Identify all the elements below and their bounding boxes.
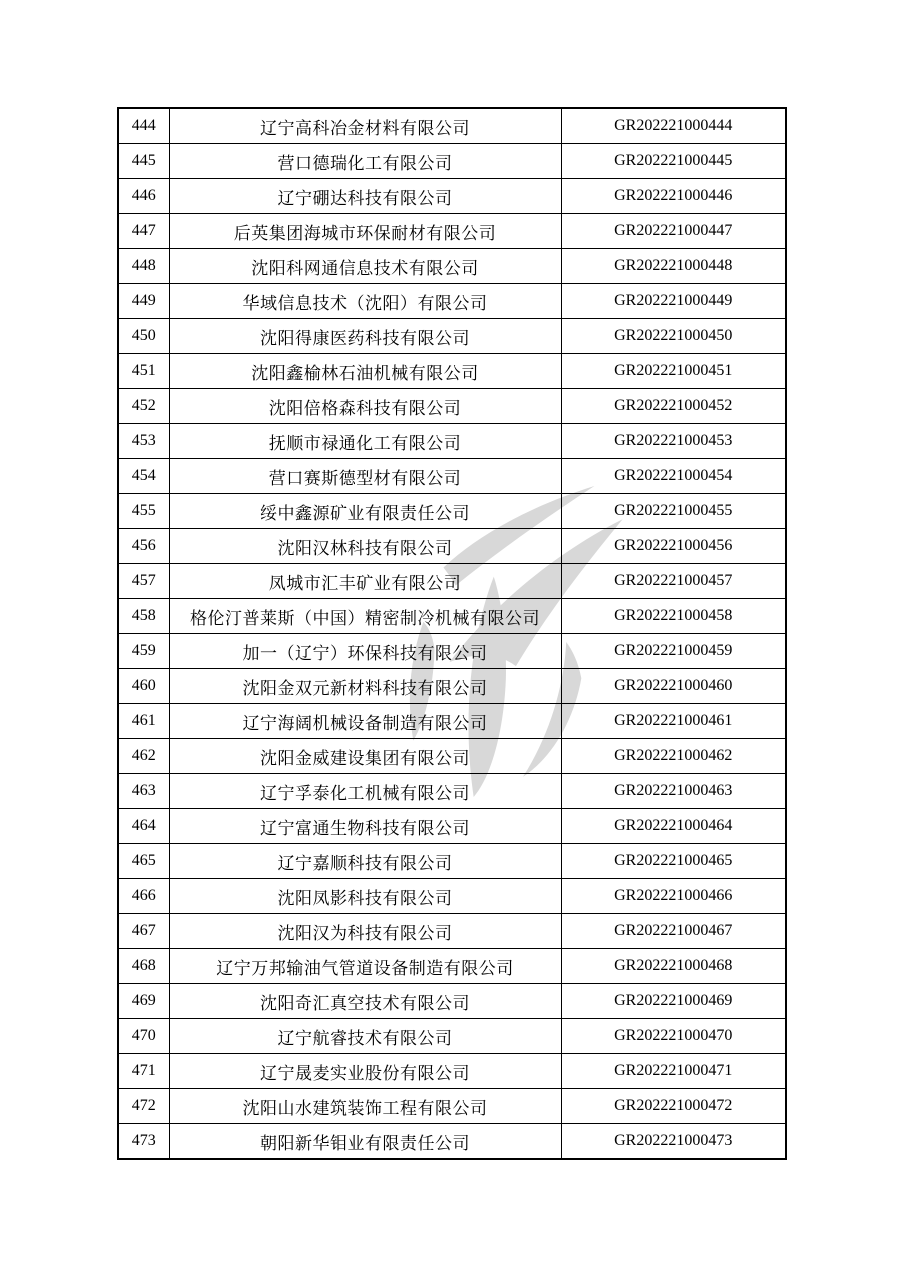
gr-code: GR202221000468: [561, 949, 786, 984]
row-number: 455: [118, 494, 169, 529]
table-row: [118, 809, 786, 844]
table-row: [118, 1019, 786, 1054]
company-name: 沈阳金威建设集团有限公司: [169, 739, 561, 774]
row-number: 470: [118, 1019, 169, 1054]
row-number: 461: [118, 704, 169, 739]
row-number: 462: [118, 739, 169, 774]
company-name: 辽宁海阔机械设备制造有限公司: [169, 704, 561, 739]
table-row: [118, 949, 786, 984]
table-row: [118, 1054, 786, 1089]
table-row: [118, 914, 786, 949]
gr-code: GR202221000453: [561, 424, 786, 459]
table-row: [118, 319, 786, 354]
row-number: 444: [118, 108, 169, 144]
table-row: [118, 984, 786, 1019]
gr-code: GR202221000470: [561, 1019, 786, 1054]
table-row: [118, 669, 786, 704]
company-name: 沈阳倍格森科技有限公司: [169, 389, 561, 424]
gr-code: GR202221000473: [561, 1124, 786, 1160]
row-number: 452: [118, 389, 169, 424]
company-name: 后英集团海城市环保耐材有限公司: [169, 214, 561, 249]
company-name: 辽宁高科冶金材料有限公司: [169, 108, 561, 144]
table-row: [118, 459, 786, 494]
company-name: 辽宁晟麦实业股份有限公司: [169, 1054, 561, 1089]
table-row: [118, 844, 786, 879]
company-name: 沈阳科网通信息技术有限公司: [169, 249, 561, 284]
company-name: 辽宁航睿技术有限公司: [169, 1019, 561, 1054]
table-body: [118, 108, 786, 1159]
company-name: 营口赛斯德型材有限公司: [169, 459, 561, 494]
company-name: 华域信息技术（沈阳）有限公司: [169, 284, 561, 319]
company-name: 沈阳凤影科技有限公司: [169, 879, 561, 914]
gr-code: GR202221000446: [561, 179, 786, 214]
company-name: 沈阳山水建筑装饰工程有限公司: [169, 1089, 561, 1124]
row-number: 454: [118, 459, 169, 494]
company-name: 辽宁嘉顺科技有限公司: [169, 844, 561, 879]
table-row: [118, 249, 786, 284]
gr-code: GR202221000465: [561, 844, 786, 879]
row-number: 453: [118, 424, 169, 459]
table-row: [118, 739, 786, 774]
table-row: [118, 144, 786, 179]
company-name: 沈阳汉林科技有限公司: [169, 529, 561, 564]
table-row: [118, 774, 786, 809]
gr-code: GR202221000450: [561, 319, 786, 354]
gr-code: GR202221000455: [561, 494, 786, 529]
gr-code: GR202221000458: [561, 599, 786, 634]
gr-code: GR202221000471: [561, 1054, 786, 1089]
row-number: 467: [118, 914, 169, 949]
row-number: 456: [118, 529, 169, 564]
row-number: 448: [118, 249, 169, 284]
gr-code: GR202221000459: [561, 634, 786, 669]
company-name: 朝阳新华钼业有限责任公司: [169, 1124, 561, 1160]
company-name: 沈阳得康医药科技有限公司: [169, 319, 561, 354]
gr-code: GR202221000472: [561, 1089, 786, 1124]
table-row: [118, 704, 786, 739]
gr-code: GR202221000448: [561, 249, 786, 284]
gr-code: GR202221000463: [561, 774, 786, 809]
row-number: 463: [118, 774, 169, 809]
row-number: 457: [118, 564, 169, 599]
gr-code: GR202221000460: [561, 669, 786, 704]
company-name: 抚顺市禄通化工有限公司: [169, 424, 561, 459]
company-name: 沈阳鑫榆林石油机械有限公司: [169, 354, 561, 389]
gr-code: GR202221000462: [561, 739, 786, 774]
company-name: 辽宁万邦输油气管道设备制造有限公司: [169, 949, 561, 984]
table-row: [118, 389, 786, 424]
company-name: 辽宁孚泰化工机械有限公司: [169, 774, 561, 809]
table-row: [118, 179, 786, 214]
table-row: [118, 1124, 786, 1160]
row-number: 447: [118, 214, 169, 249]
row-number: 460: [118, 669, 169, 704]
company-name: 加一（辽宁）环保科技有限公司: [169, 634, 561, 669]
company-name: 辽宁富通生物科技有限公司: [169, 809, 561, 844]
company-name: 营口德瑞化工有限公司: [169, 144, 561, 179]
row-number: 464: [118, 809, 169, 844]
row-number: 449: [118, 284, 169, 319]
company-name: 沈阳金双元新材料科技有限公司: [169, 669, 561, 704]
company-table: [117, 107, 787, 1160]
row-number: 471: [118, 1054, 169, 1089]
company-name: 绥中鑫源矿业有限责任公司: [169, 494, 561, 529]
gr-code: GR202221000457: [561, 564, 786, 599]
gr-code: GR202221000444: [561, 108, 786, 144]
table-row: [118, 108, 786, 144]
gr-code: GR202221000454: [561, 459, 786, 494]
company-name: 凤城市汇丰矿业有限公司: [169, 564, 561, 599]
gr-code: GR202221000464: [561, 809, 786, 844]
row-number: 468: [118, 949, 169, 984]
table-row: [118, 424, 786, 459]
table-row: [118, 354, 786, 389]
gr-code: GR202221000461: [561, 704, 786, 739]
table-row: [118, 284, 786, 319]
row-number: 445: [118, 144, 169, 179]
table-row: [118, 634, 786, 669]
gr-code: GR202221000469: [561, 984, 786, 1019]
row-number: 472: [118, 1089, 169, 1124]
gr-code: GR202221000452: [561, 389, 786, 424]
row-number: 450: [118, 319, 169, 354]
table-row: [118, 879, 786, 914]
gr-code: GR202221000449: [561, 284, 786, 319]
row-number: 465: [118, 844, 169, 879]
gr-code: GR202221000456: [561, 529, 786, 564]
company-name: 辽宁硼达科技有限公司: [169, 179, 561, 214]
gr-code: GR202221000445: [561, 144, 786, 179]
table-row: [118, 1089, 786, 1124]
table-row: [118, 599, 786, 634]
company-name: 格伦汀普莱斯（中国）精密制冷机械有限公司: [169, 599, 561, 634]
table-row: [118, 564, 786, 599]
table-row: [118, 494, 786, 529]
table-row: [118, 214, 786, 249]
row-number: 446: [118, 179, 169, 214]
row-number: 473: [118, 1124, 169, 1160]
row-number: 466: [118, 879, 169, 914]
gr-code: GR202221000466: [561, 879, 786, 914]
row-number: 469: [118, 984, 169, 1019]
company-name: 沈阳汉为科技有限公司: [169, 914, 561, 949]
gr-code: GR202221000451: [561, 354, 786, 389]
table-row: [118, 529, 786, 564]
row-number: 451: [118, 354, 169, 389]
row-number: 459: [118, 634, 169, 669]
row-number: 458: [118, 599, 169, 634]
company-name: 沈阳奇汇真空技术有限公司: [169, 984, 561, 1019]
gr-code: GR202221000447: [561, 214, 786, 249]
gr-code: GR202221000467: [561, 914, 786, 949]
